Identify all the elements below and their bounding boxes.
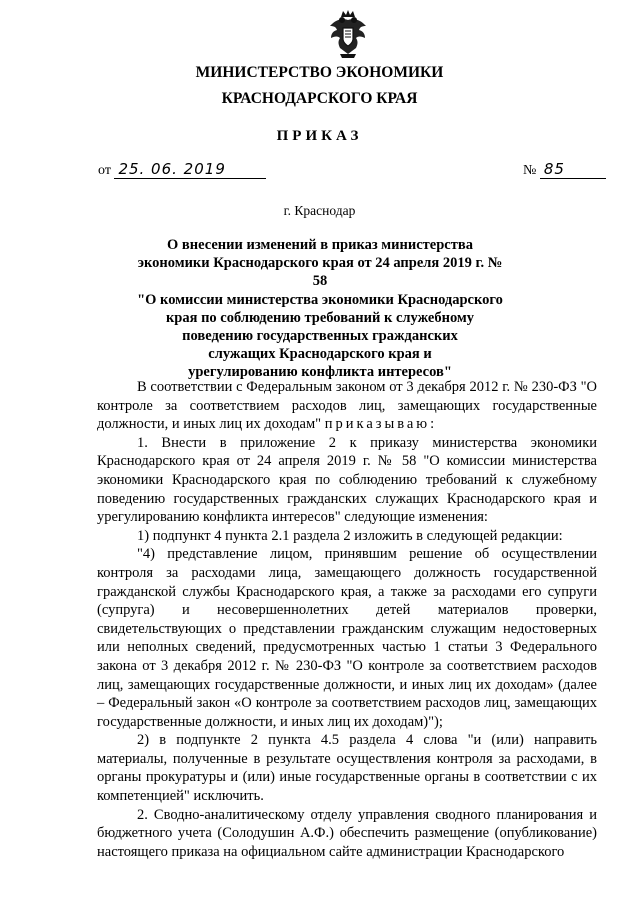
subject-line: служащих Краснодарского края и bbox=[208, 346, 432, 363]
subject-line: О внесении изменений в приказ министерства bbox=[167, 237, 473, 253]
paragraph-item-1: 1. Внести в приложение 2 к приказу министерства экономики Краснодарского края от 24 апреля 2019 г. № 58 "О комиссии министерства экономики Краснодарского края по соблюдению требований к служебному поведению государственных гражданских служащих Краснодарского края и урегулированию конфликта интересов" следующие изменения: bbox=[97, 434, 597, 526]
paragraph-preamble bbox=[97, 378, 597, 434]
coat-of-arms-icon bbox=[326, 8, 370, 60]
date-prefix: от bbox=[98, 163, 111, 178]
ministry-name bbox=[0, 60, 639, 112]
subject-line: урегулированию конфликта интересов" bbox=[188, 364, 452, 381]
order-subject bbox=[130, 236, 510, 382]
preamble-text: В соответствии с Федеральным законом от 3 декабря 2012 г. № 230-ФЗ "О контроле за соответствием расходов лиц, замещающих государственные должности, и иных лиц их доходам" bbox=[97, 379, 597, 433]
date-value: 25. 06. 2019 bbox=[114, 160, 266, 179]
order-keyword: приказываю: bbox=[324, 416, 438, 433]
subject-line: экономики Краснодарского края от 24 апреля 2019 г. № 58 bbox=[137, 255, 503, 290]
order-body bbox=[97, 378, 597, 861]
order-date bbox=[98, 160, 266, 179]
subject-line: края по соблюдению требований к служебному bbox=[165, 309, 475, 326]
number-prefix: № bbox=[523, 163, 537, 178]
subject-line: поведению государственных гражданских bbox=[182, 328, 458, 345]
paragraph-quote: "4) представление лицом, принявшим решение об осуществлении контроля за расходами лица, замещающего должность государственной гражданской службы Краснодарского края, а также за расходами его супруги (супруга) и несовершеннолетних детей материалов проверки, свидетельствующих о представлении гражданским служащим недостоверных или неполных сведений, предусмотренных частью 1 статьи 3 Федерального закона от 3 декабря 2012 г. № 230-ФЗ "О контроле за соответствием расходов лиц, замещающих государственные должности, и иных лиц их доходам» (далее – Федеральный закон «О контроле за соответствием расходов лиц, замещающих государственные должности, и иных лиц их доходам)"); bbox=[97, 546, 597, 730]
paragraph-subitem-1: 1) подпункт 4 пункта 2.1 раздела 2 изложить в следующей редакции: bbox=[137, 527, 563, 544]
ministry-line-1: МИНИСТЕРСТВО ЭКОНОМИКИ bbox=[195, 64, 444, 81]
ministry-line-2: КРАСНОДАРСКОГО КРАЯ bbox=[221, 90, 418, 107]
paragraph-item-2: 2. Сводно-аналитическому отделу управления сводного планирования и бюджетного учета (Солодушин А.Ф.) обеспечить размещение (опубликование) настоящего приказа на официальном сайте администрации Краснодарского bbox=[97, 806, 597, 860]
paragraph-subitem-2: 2) в подпункте 2 пункта 4.5 раздела 4 слова "и (или) направить материалы, полученные в результате осуществления контроля за расходами, в органы прокуратуры и (или) иные государственные органы в соответствии с их компетенцией" исключить. bbox=[97, 732, 597, 805]
order-title: ПРИКАЗ bbox=[276, 128, 363, 144]
order-number bbox=[523, 160, 606, 179]
number-value: 85 bbox=[540, 160, 606, 179]
subject-line: "О комиссии министерства экономики Краснодарского bbox=[137, 291, 503, 308]
city: г. Краснодар bbox=[283, 203, 356, 218]
